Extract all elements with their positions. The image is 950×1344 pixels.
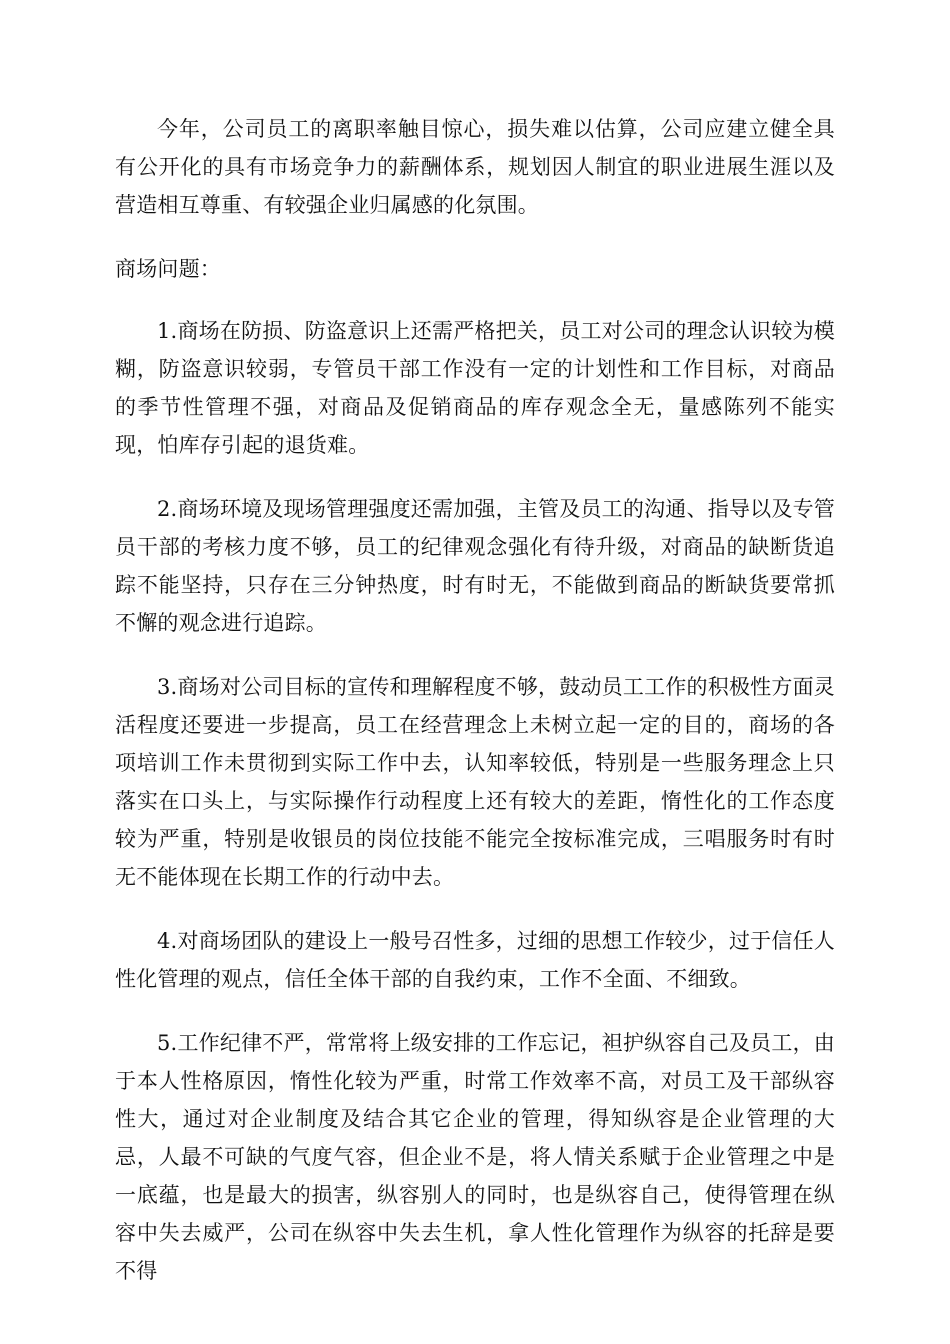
section-heading: 商场问题： [115, 257, 221, 281]
intro-paragraph: 今年，公司员工的离职率触目惊心，损失难以估算，公司应建立健全具有公开化的具有市场竞争力的薪酬体系，规划因人制宜的职业进展生涯以及营造相互尊重、有较强企业归属感的化氛围。 [115, 117, 835, 217]
issue-item-5: 5.工作纪律不严，常常将上级安排的工作忘记，袒护纵容自己及员工，由于本人性格原因，惰性化较为严重，时常工作效率不高，对员工及干部纵容性大，通过对企业制度及结合其它企业的管理，得知纵容是企业管理的大忌，人最不可缺的气度气容，但企业不是，将人情关系赋于企业管理之中是一底蕴，也是最大的损害，纵容别人的同时，也是纵容自己，使得管理在纵容中失去威严，公司在纵容中失去生机，拿人性化管理作为纵容的托辞是要不得 [115, 1031, 835, 1283]
issue-item-3: 3.商场对公司目标的宣传和理解程度不够，鼓动员工工作的积极性方面灵活程度还要进一步提高，员工在经营理念上未树立起一定的目的，商场的各项培训工作未贯彻到实际工作中去，认知率较低，特别是一些服务理念上只落实在口头上，与实际操作行动程度上还有较大的差距，惰性化的工作态度较为严重，特别是收银员的岗位技能不能完全按标准完成，三唱服务时有时无不能体现在长期工作的行动中去。 [115, 675, 835, 889]
issue-item-2: 2.商场环境及现场管理强度还需加强，主管及员工的沟通、指导以及专管员干部的考核力度不够，员工的纪律观念强化有待升级，对商品的缺断货追踪不能坚持，只存在三分钟热度，时有时无，不能做到商品的断缺货要常抓不懈的观念进行追踪。 [115, 497, 835, 635]
issue-item-1: 1.商场在防损、防盗意识上还需严格把关，员工对公司的理念认识较为模糊，防盗意识较弱，专管员干部工作没有一定的计划性和工作目标，对商品的季节性管理不强，对商品及促销商品的库存观念全无，量感陈列不能实现，怕库存引起的退货难。 [115, 319, 835, 457]
issue-item-4: 4.对商场团队的建设上一般号召性多，过细的思想工作较少，过于信任人性化管理的观点，信任全体干部的自我约束，工作不全面、不细致。 [115, 929, 835, 991]
document-page [115, 110, 835, 1316]
